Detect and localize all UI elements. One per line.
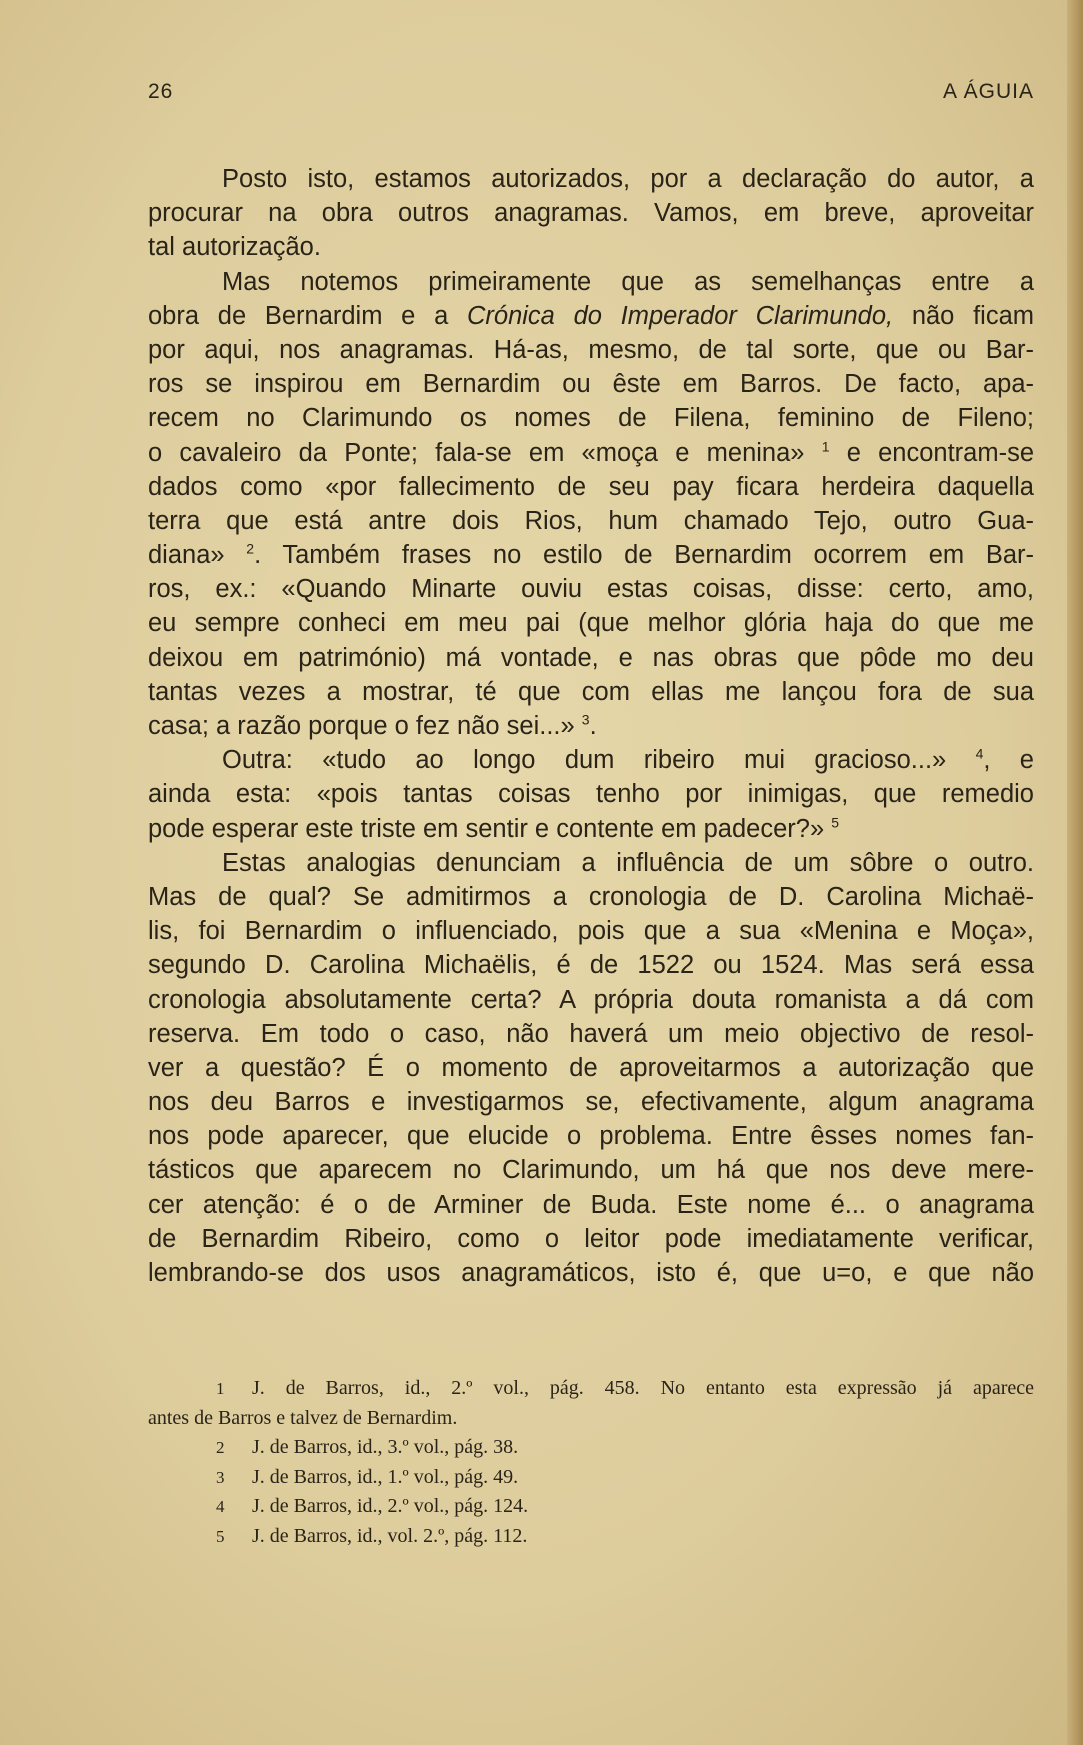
footnote-number: 1 [216,1379,225,1398]
footnote [148,1522,1034,1552]
footnote-number: 5 [216,1526,225,1546]
footnote-number: 2 [216,1438,225,1457]
text-line: procurar na obra outros anagramas. Vamos, em breve, aproveitar [148,199,1034,228]
footnote-ref: 5 [831,814,840,831]
footnote-ref: 4 [975,745,984,762]
text-line: Estas analogias denunciam a influência de um sôbre o outro. [222,848,1034,877]
text-line: segundo D. Carolina Michaëlis, é de 1522 ou 1524. Mas será essa [148,951,1034,980]
text-line: pode esperar este triste em sentir e contente em padecer?» $^5$ [148,814,840,843]
text-line: deixou em património) má vontade, e nas obras que pôde mo deu [148,643,1034,672]
footnote-ref: 1 [821,438,830,454]
text-line: ros, ex.: «Quando Minarte ouviu estas coisas, disse: certo, amo, [148,575,1034,604]
text-line: ainda esta: «pois tantas coisas tenho por inimigas, que remedio [148,780,1034,809]
text-line: diana» $^2$. Também frases no estilo de Bernardim ocorrem em Bar- [148,540,1034,570]
text-line: nos deu Barros e investigarmos se, efectivamente, algum anagrama [148,1088,1034,1117]
footnote [148,1463,1034,1493]
footnotes [148,1374,1034,1551]
footnote-text: J. de Barros, id., 1.º vol., pág. 49. [252,1465,519,1488]
text-line: ver a questão? É o momento de aproveitarmos a autorização que [148,1053,1034,1082]
text-line: tantas vezes a mostrar, té que com ellas me lançou fora de sua [148,677,1034,706]
footnote [148,1492,1034,1522]
page-number: 26 [148,80,174,103]
text-line: Outra: «tudo ao longo dum ribeiro mui gracioso...» $^4$, e [222,745,1034,775]
page-header [148,80,1034,110]
page-edge [1067,0,1083,1745]
text-line: Mas notemos primeiramente que as semelhanças entre a [222,267,1034,296]
text-line: por aqui, nos anagramas. Há-as, mesmo, de tal sorte, que ou Bar- [148,335,1034,364]
footnote-continuation: antes de Barros e talvez de Bernardim. [148,1406,458,1429]
footnote-text: J. de Barros, id., 3.º vol., pág. 38. [252,1436,519,1458]
text-line: cer atenção: é o de Arminer de Buda. Este nome é... o anagrama [148,1190,1034,1219]
body-text [148,162,1034,1290]
text-line: dados como «por fallecimento de seu pay ficara herdeira daquella [148,472,1034,501]
text-line: cronologia absolutamente certa? A própria douta romanista a dá com [148,985,1034,1014]
text-line: Mas de qual? Se admitirmos a cronologia de D. Carolina Michaë- [148,882,1034,911]
footnote-ref: 3 [581,711,590,728]
text-line: lembrando-se dos usos anagramáticos, isto é, que u=o, e que não [148,1259,1034,1287]
text-line: tásticos que aparecem no Clarimundo, um há que nos deve mere- [148,1156,1034,1185]
text-line: recem no Clarimundo os nomes de Filena, feminino de Fileno; [148,404,1034,433]
text-line: de Bernardim Ribeiro, como o leitor pode imediatamente verificar, [148,1224,1034,1253]
footnote [148,1433,1034,1463]
text-line: nos pode aparecer, que elucide o problema. Entre êsses nomes fan- [148,1122,1034,1151]
text-line: lis, foi Bernardim o influenciado, pois que a sua «Menina e Moça», [148,917,1034,946]
footnote [148,1374,1034,1404]
running-title: A ÁGUIA [942,80,1034,103]
footnote-text: J. de Barros, id., 2.º vol., pág. 458. No entanto esta expressão já aparece [252,1377,1034,1399]
footnote-text: J. de Barros, id., vol. 2.º, pág. 112. [252,1524,528,1547]
text-line: eu sempre conheci em meu pai (que melhor glória haja do que me [148,609,1034,638]
footnote-text: J. de Barros, id., 2.º vol., pág. 124. [252,1495,529,1517]
text-line: obra de Bernardim e a Crónica do Imperador Clarimundo, não ficam [148,301,1035,330]
text-line: Posto isto, estamos autorizados, por a declaração do autor, a [222,165,1034,193]
text-line: tal autorização. [148,233,321,262]
footnote-number: 3 [216,1467,225,1487]
text-line: reserva. Em todo o caso, não haverá um meio objectivo de resol- [148,1019,1034,1048]
text-line: o cavaleiro da Ponte; fala-se em «moça e menina» $^1$ e encontram-se [148,438,1034,467]
text-line: terra que está antre dois Rios, hum chamado Tejo, outro Gua- [148,506,1034,535]
footnote-ref: 2 [246,540,255,557]
text-line: ros se inspirou em Bernardim ou êste em Barros. De facto, apa- [148,370,1034,399]
book-title: Crónica do Imperador Clarimundo, [467,301,894,330]
footnote-number: 4 [216,1497,225,1516]
text-line: casa; a razão porque o fez não sei...» $^3$. [148,711,597,740]
